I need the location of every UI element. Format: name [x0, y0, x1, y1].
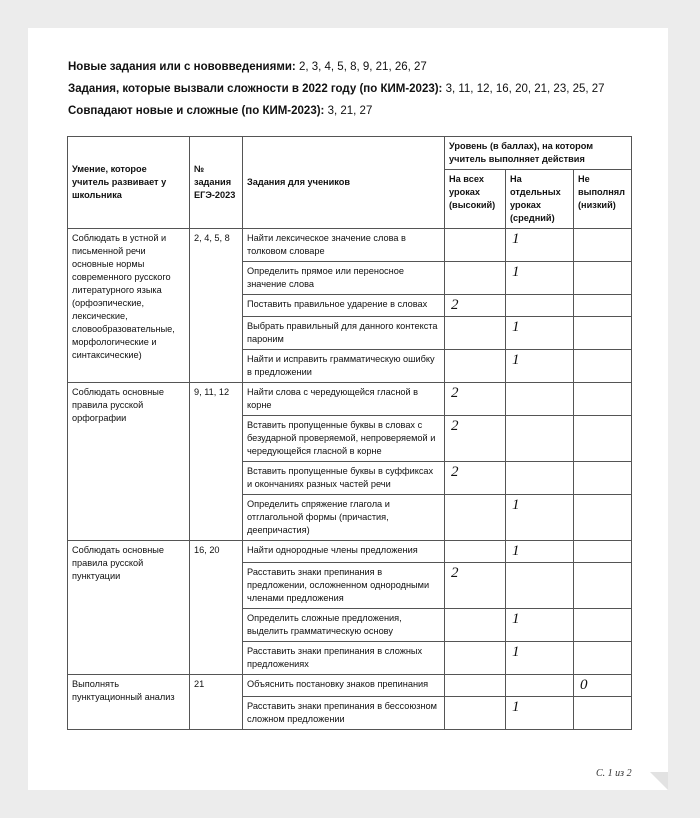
score-high-cell: [445, 541, 506, 563]
task-cell: Выбрать правильный для данного контекста пароним: [243, 317, 445, 350]
score-low-cell: [574, 383, 632, 416]
task-cell: Определить спряжение глагола и отглагольной формы (причастия, деепричастия): [243, 495, 445, 541]
header-high: На всех уроках (высокий): [445, 170, 506, 229]
header-level: Уровень (в баллах), на котором учитель выполняет действия: [445, 137, 632, 170]
skills-table: [67, 136, 632, 730]
table-row: [68, 675, 632, 697]
task-cell: Поставить правильное ударение в словах: [243, 295, 445, 317]
score-mid-cell: [506, 383, 574, 416]
intro-line-new: Новые задания или с нововведениями: 2, 3, 4, 5, 8, 9, 21, 26, 27: [68, 61, 427, 73]
score-low-cell: [574, 295, 632, 317]
task-cell: Расставить знаки препинания в сложных предложениях: [243, 642, 445, 675]
task-cell: Вставить пропущенные буквы в словах с безударной проверяемой, непроверяемой и чередующейся гласной в корне: [243, 416, 445, 462]
ege-number-cell: 9, 11, 12: [190, 383, 243, 541]
intro-block: [68, 58, 648, 124]
table-body: [68, 229, 632, 730]
task-cell: Расставить знаки препинания в бессоюзном сложном предложении: [243, 697, 445, 730]
ege-number-cell: 16, 20: [190, 541, 243, 675]
task-cell: Объяснить постановку знаков препинания: [243, 675, 445, 697]
score-high-cell: 2: [445, 462, 506, 495]
score-mid-cell: 1: [506, 317, 574, 350]
header-skill: Умение, которое учитель развивает у школьника: [68, 137, 190, 229]
score-mid-cell: 1: [506, 609, 574, 642]
header-row: [68, 137, 632, 170]
score-high-cell: 2: [445, 416, 506, 462]
score-mid-cell: [506, 295, 574, 317]
score-high-cell: [445, 697, 506, 730]
score-mid-cell: 1: [506, 350, 574, 383]
task-cell: Определить сложные предложения, выделить грамматическую основу: [243, 609, 445, 642]
skill-cell: Соблюдать основные правила русской пунктуации: [68, 541, 190, 675]
task-cell: Найти слова с чередующейся гласной в корне: [243, 383, 445, 416]
score-low-cell: [574, 541, 632, 563]
score-high-cell: [445, 495, 506, 541]
ege-number-cell: 21: [190, 675, 243, 730]
score-high-cell: [445, 262, 506, 295]
score-low-cell: 0: [574, 675, 632, 697]
table-row: [68, 229, 632, 262]
page-curl: [650, 772, 668, 790]
header-mid: На отдельных уроках (средний): [506, 170, 574, 229]
intro-line-overlap: Совпадают новые и сложные (по КИМ-2023): 3, 21, 27: [68, 105, 373, 117]
score-mid-cell: [506, 416, 574, 462]
score-mid-cell: 1: [506, 229, 574, 262]
score-low-cell: [574, 262, 632, 295]
score-low-cell: [574, 229, 632, 262]
page-number: С. 1 из 2: [596, 768, 632, 779]
score-low-cell: [574, 462, 632, 495]
score-high-cell: [445, 675, 506, 697]
header-tasks: Задания для учеников: [243, 137, 445, 229]
score-high-cell: [445, 317, 506, 350]
score-low-cell: [574, 416, 632, 462]
score-high-cell: 2: [445, 295, 506, 317]
score-mid-cell: [506, 675, 574, 697]
score-mid-cell: [506, 563, 574, 609]
score-low-cell: [574, 642, 632, 675]
task-cell: Найти однородные члены предложения: [243, 541, 445, 563]
intro-line-difficult: Задания, которые вызвали сложности в 2022 году (по КИМ-2023): 3, 11, 12, 16, 20, 21, 23, 25, 27: [68, 83, 605, 95]
score-high-cell: [445, 350, 506, 383]
score-mid-cell: [506, 462, 574, 495]
score-high-cell: 2: [445, 563, 506, 609]
score-mid-cell: 1: [506, 495, 574, 541]
score-low-cell: [574, 697, 632, 730]
table-row: [68, 383, 632, 416]
score-low-cell: [574, 317, 632, 350]
task-cell: Найти и исправить грамматическую ошибку в предложении: [243, 350, 445, 383]
score-mid-cell: 1: [506, 642, 574, 675]
score-high-cell: [445, 229, 506, 262]
skill-cell: Выполнять пунктуационный анализ: [68, 675, 190, 730]
skill-cell: Соблюдать основные правила русской орфографии: [68, 383, 190, 541]
skill-cell: Соблюдать в устной и письменной речи основные нормы современного русского литературного языка (орфоэпические, лексические, словообразовательные, морфологические и синтаксические): [68, 229, 190, 383]
score-low-cell: [574, 350, 632, 383]
task-cell: Определить прямое или переносное значение слова: [243, 262, 445, 295]
score-high-cell: [445, 609, 506, 642]
score-mid-cell: 1: [506, 697, 574, 730]
ege-number-cell: 2, 4, 5, 8: [190, 229, 243, 383]
header-low: Не выполнял (низкий): [574, 170, 632, 229]
task-cell: Найти лексическое значение слова в толковом словаре: [243, 229, 445, 262]
score-high-cell: 2: [445, 383, 506, 416]
score-low-cell: [574, 609, 632, 642]
score-low-cell: [574, 495, 632, 541]
header-ege-number: № задания ЕГЭ-2023: [190, 137, 243, 229]
score-low-cell: [574, 563, 632, 609]
score-mid-cell: 1: [506, 262, 574, 295]
table-row: [68, 541, 632, 563]
task-cell: Расставить знаки препинания в предложении, осложненном однородными членами предложения: [243, 563, 445, 609]
score-high-cell: [445, 642, 506, 675]
score-mid-cell: 1: [506, 541, 574, 563]
task-cell: Вставить пропущенные буквы в суффиксах и окончаниях разных частей речи: [243, 462, 445, 495]
